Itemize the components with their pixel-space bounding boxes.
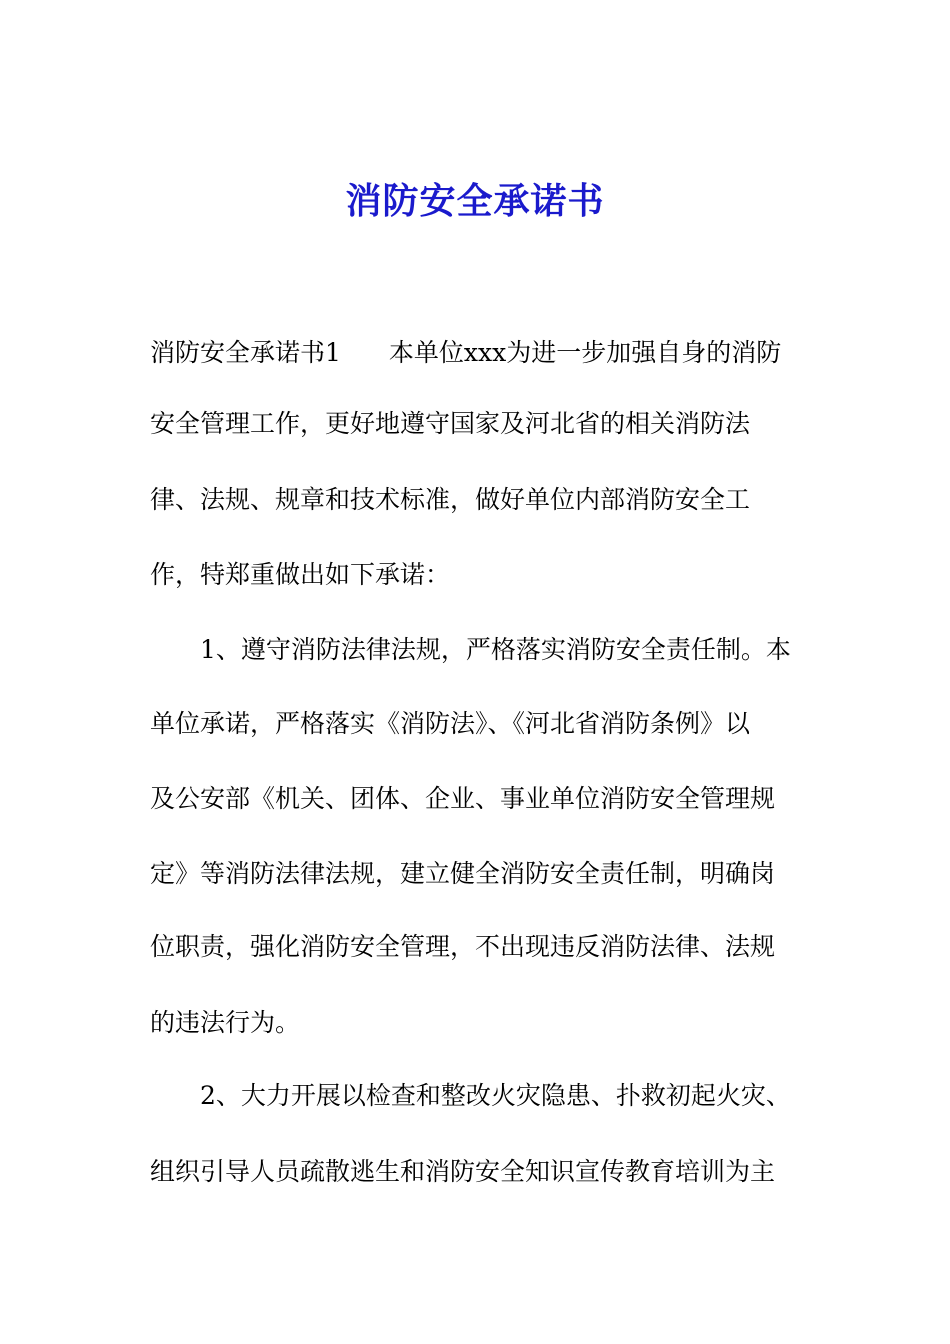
- intro-heading: 消防安全承诺书1: [150, 338, 341, 367]
- intro-first-line: 本单位xxx为进一步加强自身的消防: [388, 338, 782, 367]
- intro-line-1: [150, 335, 781, 371]
- item1-line-2: 单位承诺，严格落实《消防法》、《河北省消防条例》以: [150, 709, 751, 738]
- intro-line-4: 作，特郑重做出如下承诺：: [150, 560, 451, 589]
- item2-line-2: 组织引导人员疏散逃生和消防安全知识宣传教育培训为主: [150, 1157, 776, 1186]
- item1-line-5: 位职责，强化消防安全管理，不出现违反消防法律、法规: [150, 932, 776, 961]
- item1-line-6: 的违法行为。: [150, 1008, 301, 1037]
- item2-line-1: 2、大力开展以检查和整改火灾隐患、扑救初起火灾、: [200, 1081, 791, 1110]
- document-title: 消防安全承诺书: [345, 181, 605, 222]
- item1-line-1: 1、遵守消防法律法规，严格落实消防安全责任制。本: [200, 635, 791, 664]
- intro-line-2: 安全管理工作，更好地遵守国家及河北省的相关消防法: [150, 409, 751, 438]
- item1-line-3: 及公安部《机关、团体、企业、事业单位消防安全管理规: [150, 784, 776, 813]
- item1-line-4: 定》等消防法律法规，建立健全消防安全责任制，明确岗: [150, 859, 776, 888]
- intro-line-3: 律、法规、规章和技术标准，做好单位内部消防安全工: [150, 485, 751, 514]
